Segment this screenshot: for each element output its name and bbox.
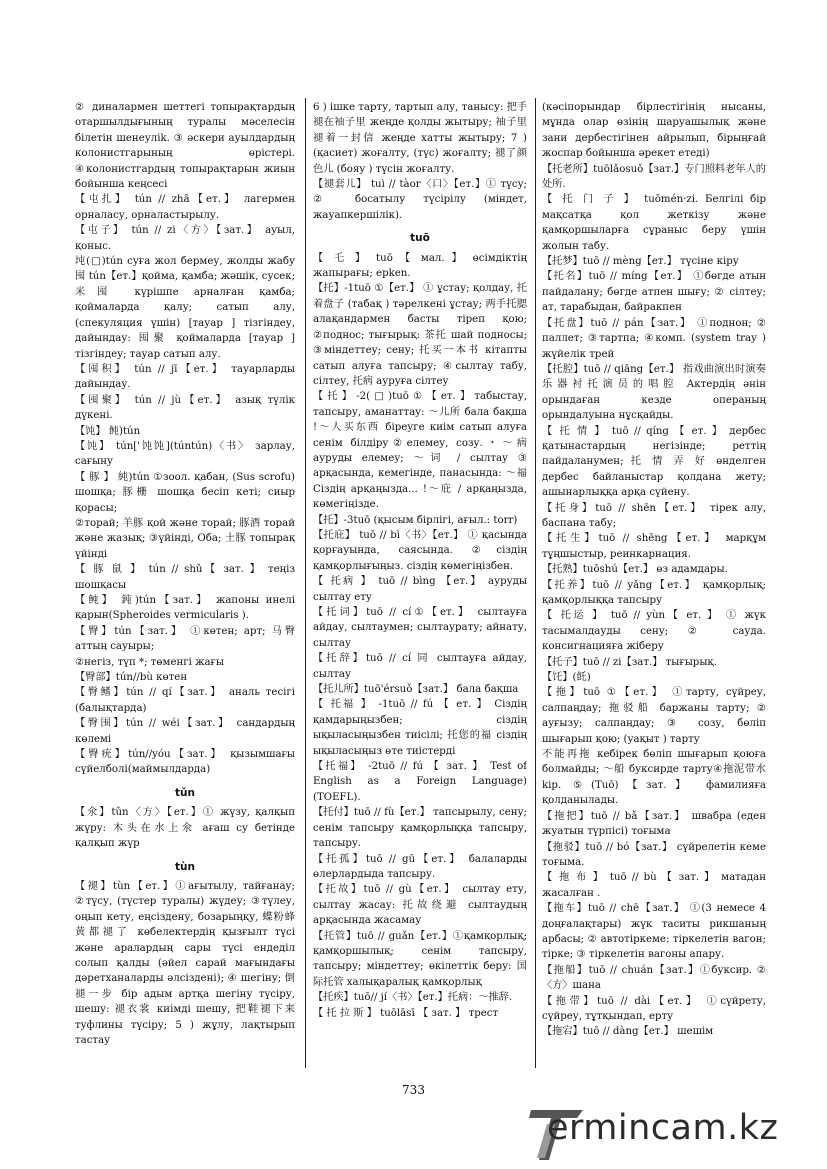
column-rule-right — [535, 98, 536, 1068]
dictionary-entry: 【 乇 】 tuō 【 мал. 】 өсімдіктің жапырағы; ерken. — [313, 252, 527, 280]
dictionary-entry: 【饦】(飥) — [542, 672, 591, 684]
dictionary-entry: 【拖宕】tuō // dàng【ет.】 шешім — [542, 1026, 714, 1038]
dictionary-entry: 【臀】tún【зат.】 ①көтен; арт; 马臀 аттың сауыры; — [75, 625, 295, 653]
dictionary-entry: 【饨】 tún['饨饨](túntún)〈书〉 зарлау, сағыну — [75, 440, 295, 468]
dictionary-entry: 【拖驳】tuō // bó【зат.】 сүйрелетін кеме тоғыма. — [542, 841, 766, 868]
dictionary-entry: 【 托 门 子 】 tuōmén·zi. Белгілі бір мақсатқа қол жеткізу және қамқоршыларға сұраныс беру үшін жолын табу. — [542, 194, 766, 252]
dictionary-entry: 【 拖 布 】 tuō // bù 【 зат. 】 матадан жасалған . — [542, 872, 766, 899]
dictionary-entry: 【臀部】tún//bù көтен — [75, 672, 188, 684]
dictionary-entry: 【屯子】 tún // zi〈方〉【зат.】 ауыл, қоныс. — [75, 225, 295, 252]
dictionary-entry: 【褪】tùn【ет.】①ағытылу, тайғанау; ②түсу, (түстер туралы) жүдеу; ③түлеу, оңып кету, еңсіздену, бозарыңқу, 蝶粉蜂黄都褪了 көбелектердің қызғылт түсі және аралардың сары түсі ендеділ солып қалды (әйел сарай мағындағы дәретханаларды әлсіздені); ④ шегіну; 倒褪一步 бір адым артқа шегіну түсіру, шешу: 褪衣裳 киімді шешу, 把鞋褪下来 туфлины түсіру; 5 ) жұлу, лақтырып тастау — [75, 880, 295, 1046]
dictionary-entry: 【托生】tuō // shēng【ет.】 марқұм тұңшыстыр, реинкарнация. — [542, 533, 766, 560]
dictionary-entry: 【托子】tuō // zi【зат.】 тығырық. — [542, 656, 717, 668]
dictionary-entry: (кәсіпорындар бірлестігінің нысаны, мұнда олар өзінің шаруашылық және зани дербестігінен айрылып, бірыңғай жоспар бойынша әрекет етеді) — [542, 102, 766, 160]
section-heading: tùn — [175, 860, 195, 873]
dictionary-entry: 【托付】tuō // fù【ет.】 тапсырылу, сену; сенім тапсыру қамқорлыққа тапсыру, тапсыру. — [313, 807, 527, 850]
section-heading: tuō — [410, 232, 430, 245]
dictionary-entry: 【托疾】tuō// jí〈书〉【ет.】托病：～推辞. — [313, 992, 513, 1004]
dictionary-entry: 【托身】tuō // shēn【ет.】 тірек алу, баспана табу; — [542, 502, 766, 529]
dictionary-entry: 【托盘】tuō // pán【зат.】 ①поднон; ② паллет; ③тартпа; ④комп. (system tray ) жүйелік трей — [542, 317, 766, 360]
dictionary-entry: 【 托 情 】 tuō // qíng 【 ет. 】 дербес қатынастардың негізінде; реттің пайдаланумен; 托 情 弄 好 өнделген дербес байланыстар қолдана жету; ашынарлыққа арқа сүйену. — [542, 425, 766, 499]
dictionary-entry: 【托养】tuō // yǎng【ет.】 қамқорлық; қамқорлыққа тапсыру — [542, 579, 766, 606]
dictionary-entry: 【拖船】tuō // chuán【зат.】①буксир. ②〈方〉шана — [542, 964, 766, 992]
dictionary-column-1 — [75, 100, 295, 1048]
dictionary-entry: 【托熟】tuōshú【ет.】 өз адамдары. — [542, 564, 728, 576]
dictionary-entry: 【囤聚】 tún // jù【ет.】 азық түлік дүкені. — [75, 394, 295, 422]
dictionary-column-3 — [542, 100, 766, 1040]
logo-text — [547, 1108, 778, 1148]
dictionary-entry: 【托梦】tuō // mèng【ет.】 түсіне кіру — [542, 256, 739, 268]
dictionary-entry: 【拖】tuō ①【ет.】 ①тарту, сүйреу, салпаңдау; 拖驳船 баржаны тарту; ② ауғызу; салпаңдау; ③ созу, бөліп шығарып қою; (уақыт ) тарту — [542, 687, 766, 745]
dictionary-entry: 【托】-1tuō ①【ет.】 ① ұстау; қолдау, 托着盘子 (табақ ) тәрелкені ұстау; 两手托腮 алақандармен басты тіреп қою; ②поднос; тығырық: 茶托 шай подносы; ③міндеттеу; сену; 托买一本书 кітапты сатып алуға тапсыру; ④сылтау табу, сілтеу, 托病 ауруға сілтеу — [313, 283, 527, 387]
dictionary-entry: 【托】-2(□)tuō①【ет.】табыстау, тапсыру, аманаттау: ～儿所 бала бақша !～人买东西 біреуге киім сатып алуға сенім білдіру②елемеу, созу.・～病 ауруды елемеу; ～词 / сылтау ③ арқасында, кемегінде, панасында: ～福 Сіздің арқаңызда... !～庇 / арқаңызда, көмегіңізде. — [313, 391, 527, 511]
dictionary-entry: ②негіз, түп *; төменгі жағы — [75, 656, 224, 668]
dictionary-entry: 【 托 拉 斯 】 tuōlāsī 【 зат. 】 трест — [313, 1007, 499, 1019]
dictionary-entry: 【托辞】tuō // cí 同 сылтауға айдау, сылтау — [313, 653, 527, 680]
dictionary-entry: 【托孤】tuō // gū【ет.】 балаларды өлерлардыда тапсыру. — [313, 853, 527, 880]
dictionary-entry: 【饨】 飩)tún — [75, 425, 141, 437]
dictionary-column-2 — [313, 100, 527, 1021]
dictionary-entry: 【托庇】 tuō // bì〈书〉【ет.】 ① қасында қорғауында, саясында. ②сіздің қамқорлығыңыз. сіздің көмегіңізбен. — [313, 529, 527, 572]
dictionary-entry: 【托名】tuō // míng【ет.】 ①бөгде атын пайдалану; бөгде атпен шығу; ② сілтеу; ат, тарабыдан, байракпен — [542, 271, 766, 314]
dictionary-entry: 6 ) ішке тарту, тартып алу, танысу: 把手褪在袖子里 жеңде қолды жытыру; 袖子里褪着一封信 жеңде хатты жытыру; 7 ) (қасиет) жоғалту, (түс) жоғалту; 褪了颜色儿 (бояу ) түсін жоғалту. — [313, 102, 527, 175]
dictionary-entry: 【托老所】tuōlǎosuǒ【зат.】专门照料老年人的处所. — [542, 163, 766, 191]
dictionary-entry: ②торай; 羊豚 қой және торай; 豚酒 торай және жазық; ③үйінді, Оба; 土豚 топырақ үйінді — [75, 517, 295, 560]
dictionary-entry: 【臀疣】tún//yóu【зат.】 қызымшағы сүйелболі(маймылдарда) — [75, 749, 295, 776]
dictionary-entry: 【托福】 -2tuō // fú 【 зат. 】 Test of English as a Foreign Language) (TOEFL). — [313, 761, 527, 803]
dictionary-entry: 【鲀】 鈍)tún【зат.】 жапоны инелі қарын(Spheroides vermicularis ). — [75, 595, 295, 622]
dictionary-entry: 【 豚 鼠 】 tún // shǔ【 зат. 】 теңіз шошқасы — [75, 564, 295, 591]
dictionary-entry: 【拖把】tuō // bǎ【зат.】 швабра (еден жуатын түрпісі) тоғыма — [542, 810, 766, 838]
dictionary-entry: 【拖车】tuō // chē【зат.】 ①(3 немесе 4 доңғалақтары) жүк таситы рикшаның арбасы; ② автотіркеме: тіркелетін вагон; тірке; ③ тіркелетін вагоны апару. — [542, 903, 766, 961]
dictionary-entry: 【托】-3tuō (қысым бірлігі, ағыл.: torr) — [313, 514, 518, 526]
dictionary-entry: 【褪套儿】 tuì // tàor〈口〉【ет.】① түсу; ② босатылу түсірілу (міндет, жауапкершілік). — [313, 179, 527, 221]
terminkom-logo[interactable] — [527, 1104, 817, 1164]
logo-wordmark: ermincam.kz — [547, 1108, 779, 1148]
dictionary-entry: 【屯扎】 tún // zhā【ет.】 лагермен орналасу, орналастырылу. — [75, 194, 295, 221]
dictionary-entry: 【托词】tuō // cí①【ет.】 сылтауға айдау, сылтаумен; сылтаурату; айнату, сылтау — [313, 607, 527, 649]
dictionary-entry: 【 托运 】 tuō // yùn【 ет. 】 ① жүк тасымалдауды сену; ② сауда. консигнацияға жіберу — [542, 610, 766, 653]
dictionary-entry: 【托腔】tuō // qiāng【ет.】 指戏曲演出时演奏乐器衬托演员的唱腔 Актердің әнін орындаған кезде операның орындалуына нұсқайды. — [542, 363, 766, 422]
dictionary-entry: 【囤积】 tún // jī【ет.】 тауарларды дайындау. — [75, 363, 295, 391]
column-rule-left — [305, 98, 306, 1068]
dictionary-entry: 坉(□)tún суға жол бермеу, жолды жабу 囤 tún【ет.】қойма, қамба; жәшік, сусек; 米囤 күрішпе арналған қамба; қоймаларда қалу; сатып алу, (спекуляция үшін) [тауар ] тізгіндеу, дайындау: 囤聚 қоймаларда [тауар ] тізгіндеу; тауар сатып алу. — [75, 256, 295, 360]
dictionary-entry: 【拖带】tuō // dài【ет.】 ①сүйрету, сүйреу, тұтқындап, ерту — [542, 995, 766, 1022]
dictionary-entry: ② диналармен шеттегі топырақтардың отаршылдығының туралы мәселесін білетін шенеуліk. ③ әскери ауылдардың колонистгарының өрістері. ④колонистгардың топырақтарын жиын бойынша кеңсесі — [75, 102, 295, 191]
dictionary-entry: 【 托福 】 -1tuō // fú 【 ет. 】 Сіздің қамдарыңызбен; сіздің ықыласыңызбен тиісілі; 托您的福 сіздің ықыласыңыз өте тиістерді — [313, 699, 527, 757]
dictionary-entry: 【臀围】tún // wéi【зат.】 сандардың көлемі — [75, 718, 295, 745]
dictionary-entry: 【托管】tuō // guǎn【ет.】①қамқорлық; қамқоршылық; сенім тапсыру, тапсыру; міндеттеу; өкілеттік беру: 国际托管 халықаралық қамқорлық — [313, 930, 527, 988]
dictionary-entry: 【氽】tǔn〈方〉【ет.】① жүзу, қалқып жүру: 木头在水上氽 ағаш су бетінде қалқып жүр — [75, 807, 295, 850]
dictionary-entry: 【 托病 】 tuō // bìng 【ет.】 ауруды сылтау ету — [313, 576, 527, 603]
section-heading: tǔn — [175, 786, 195, 799]
dictionary-entry: 【托儿所】tuō'érsuǒ【зат.】 бала бақша — [313, 684, 519, 696]
dictionary-entry: 不能再拖 кебірек бөліп шығарып қоюға болмайды; ～船 буксирде тарту④拖泥带水 kір. ⑤(Tuō)【зат.】 фамилияға қолданылады. — [542, 749, 766, 807]
page-number: 733 — [402, 1083, 425, 1097]
dictionary-entry: 【托故】tuō // gù【ет.】 сылтау ету, сылтау жасау: 托故绕避 сылтаудың арқасында жасамау — [313, 884, 527, 927]
dictionary-entry: 【 豚 】 純)tún ①зоол. қабан, (Sus scrofu) шошқа; 豚栅 шошқа бесіп кеті; сиыр қорасы; — [75, 471, 295, 514]
dictionary-entry: 【臀鳍】tún // qí【зат.】 аналь тесігі (балықтарда) — [75, 687, 295, 714]
